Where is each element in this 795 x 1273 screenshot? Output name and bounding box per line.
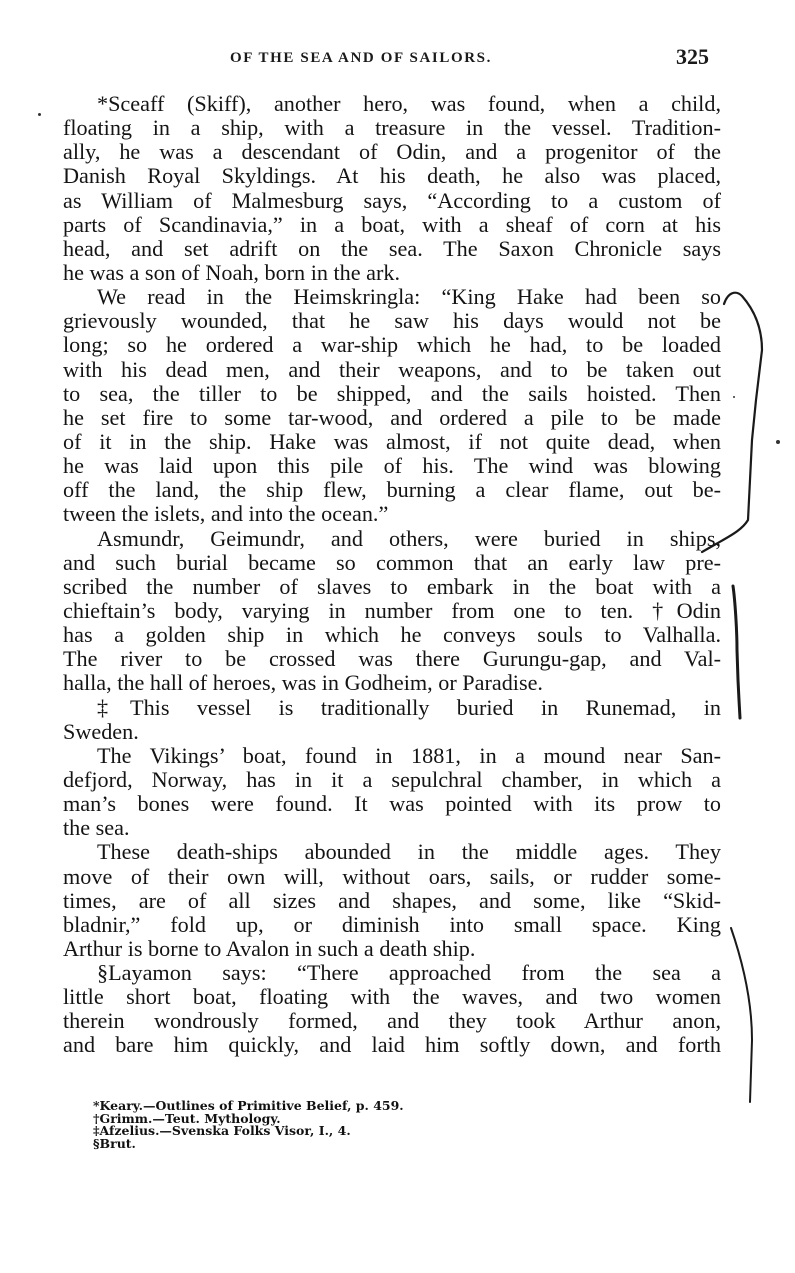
text-line: floating in a ship, with a treasure in the vessel. Tradition- <box>63 115 721 141</box>
text-line: the sea. <box>63 815 130 841</box>
text-line: therein wondrously formed, and they took Arthur anon, <box>63 1008 721 1034</box>
text-line: little short boat, floating with the waves, and two women <box>63 984 721 1010</box>
text-line: has a golden ship in which he conveys souls to Valhalla. <box>63 622 721 648</box>
text-line: as William of Malmesburg says, “According to a custom of <box>63 187 721 213</box>
text-line: ally, he was a descendant of Odin, and a progenitor of the <box>63 139 721 165</box>
footnote-mark: † <box>93 1110 100 1126</box>
text-line: times, are of all sizes and shapes, and some, like “Skid- <box>63 887 721 913</box>
text-line: with his dead men, and their weapons, and to be taken out <box>63 356 721 382</box>
text-line: to sea, the tiller to be shipped, and the sails hoisted. Then <box>63 380 721 406</box>
footnote <box>93 1125 404 1138</box>
text-line: Sweden. <box>63 718 139 744</box>
footnote-text: Brut. <box>99 1135 136 1151</box>
text-line: *Sceaff (Skiff), another hero, was found, when a child, <box>97 91 721 116</box>
text-line: head, and set adrift on the sea. The Saxon Chronicle says <box>63 235 721 261</box>
footnote-mark: ‡ <box>93 1123 100 1139</box>
text-line: These death-ships abounded in the middle ages. They <box>97 839 721 865</box>
text-line: bladnir,” fold up, or diminish into small space. King <box>63 911 721 937</box>
text-line: grievously wounded, that he saw his days would not be <box>63 308 721 334</box>
footnote-mark: * <box>93 1098 100 1113</box>
text-line: long; so he ordered a war-ship which he had, to be loaded <box>63 332 721 358</box>
stray-mark <box>776 440 780 444</box>
footnote <box>93 1135 404 1151</box>
text-line: The river to be crossed was there Gurungu-gap, and Val- <box>63 646 721 672</box>
text-line: scribed the number of slaves to embark in the boat with a <box>63 573 721 599</box>
text-line: off the land, the ship flew, burning a clear flame, out be- <box>63 477 721 503</box>
text-line: Arthur is borne to Avalon in such a death ship. <box>63 935 476 961</box>
text-line: Danish Royal Skyldings. At his death, he also was placed, <box>63 163 721 189</box>
text-line: §Layamon says: “There approached from the sea a <box>97 960 721 986</box>
text-line: he was laid upon this pile of his. The wind was blowing <box>63 453 721 479</box>
text-line: halla, the hall of heroes, was in Godheim, or Paradise. <box>63 670 543 696</box>
running-title: OF THE SEA AND OF SAILORS. <box>230 50 492 66</box>
footnote-mark: § <box>93 1135 100 1151</box>
text-line: The Vikings’ boat, found in 1881, in a mound near San- <box>97 742 721 768</box>
footnote-text: Grimm.—Teut. Mythology. <box>99 1110 281 1126</box>
text-line: Asmundr, Geimundr, and others, were buried in ships, <box>97 525 721 551</box>
text-line: he was a son of Noah, born in the ark. <box>63 259 401 285</box>
text-line: and such burial became so common that an early law pre- <box>63 549 721 575</box>
text-line: tween the islets, and into the ocean.” <box>63 501 389 527</box>
text-line: he set fire to some tar-wood, and ordered a pile to be made <box>63 404 721 430</box>
text-line: parts of Scandinavia,” in a boat, with a sheaf of corn at his <box>63 211 721 237</box>
page-number: 325 <box>676 44 709 69</box>
text-line: chieftain’s body, varying in number from one to ten. †Odin <box>63 597 721 623</box>
text-line: move of their own will, without oars, sails, or rudder some- <box>63 863 721 889</box>
text-line: We read in the Heimskringla: “King Hake had been so <box>97 284 721 310</box>
text-line: defjord, Norway, has in it a sepulchral chamber, in which a <box>63 766 721 792</box>
text-line: ‡This vessel is traditionally buried in Runemad, in <box>97 694 721 720</box>
stray-mark <box>733 396 735 398</box>
footnote-text: Keary.—Outlines of Primitive Belief, p. 459. <box>99 1098 404 1113</box>
stray-mark <box>38 113 41 116</box>
text-line: man’s bones were found. It was pointed with its prow to <box>63 791 721 817</box>
text-line: and bare him quickly, and laid him softly down, and forth <box>63 1032 721 1058</box>
body-text <box>63 92 721 1058</box>
pencil-vertical-mark <box>733 586 740 718</box>
footnote-text: Afzelius.—Svenska Folks Visor, I., 4. <box>99 1123 351 1139</box>
footnotes <box>93 1100 404 1150</box>
text-line: of it in the ship. Hake was almost, if not quite dead, when <box>63 428 721 454</box>
pencil-curve-mark <box>731 928 752 1102</box>
